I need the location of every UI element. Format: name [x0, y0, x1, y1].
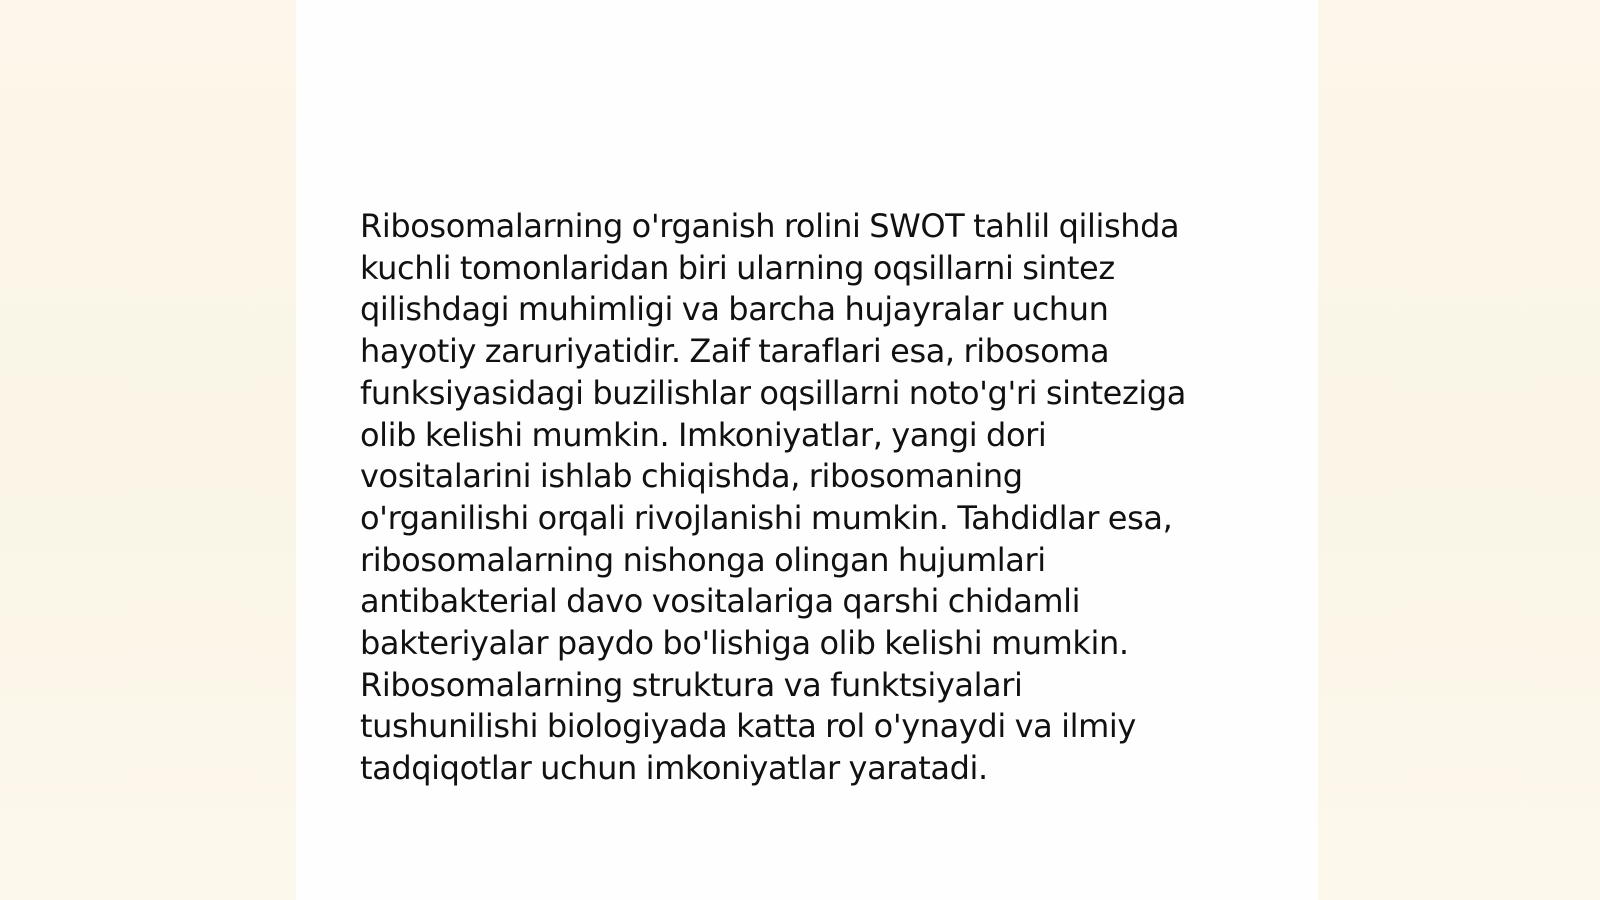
text-line: funksiyasidagi buzilishlar oqsillarni noto'g'ri sinteziga — [360, 373, 1186, 412]
text-line: ribosomalarning nishonga olingan hujumlari — [360, 540, 1046, 579]
text-line: Ribosomalarning o'rganish rolini SWOT tahlil qilishda — [360, 207, 1180, 245]
text-line: qilishdagi muhimligi va barcha hujayralar uchun — [360, 290, 1109, 329]
slide-page — [296, 0, 1318, 900]
right-margin-background — [1318, 0, 1600, 900]
text-line: tadqiqotlar uchun imkoniyatlar yaratadi. — [360, 749, 988, 788]
left-margin-background — [0, 0, 296, 900]
text-line: bakteriyalar paydo bo'lishiga olib kelishi mumkin. — [360, 624, 1129, 663]
text-line: olib kelishi mumkin. Imkoniyatlar, yangi dori — [360, 415, 1047, 454]
text-line: Ribosomalarning struktura va funktsiyalari — [360, 665, 1023, 704]
slide-body-text — [360, 206, 1240, 790]
text-line: antibakterial davo vositalariga qarshi chidamli — [360, 582, 1081, 621]
text-line: o'rganilishi orqali rivojlanishi mumkin. Tahdidlar esa, — [360, 498, 1173, 537]
text-line: hayotiy zaruriyatidir. Zaif taraflari esa, ribosoma — [360, 332, 1110, 371]
text-line: kuchli tomonlaridan biri ularning oqsillarni sintez — [360, 248, 1115, 287]
text-line: tushunilishi biologiyada katta rol o'ynaydi va ilmiy — [360, 707, 1136, 746]
text-line: vositalarini ishlab chiqishda, ribosomaning — [360, 457, 1023, 496]
